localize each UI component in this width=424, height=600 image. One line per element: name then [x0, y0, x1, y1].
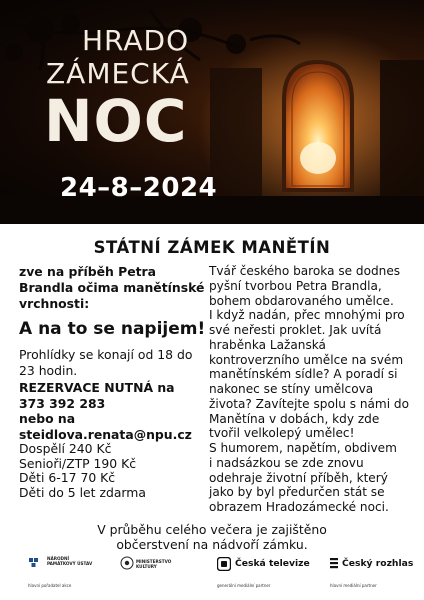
price-child: Děti 6-17 70 Kč [19, 470, 116, 485]
ministry-emblem-icon [120, 556, 134, 570]
event-date: 24–8–2024 [60, 173, 218, 203]
reservation-email[interactable]: steidlova.renata@npu.cz [19, 426, 192, 442]
hero-title-line-3: NOC [44, 87, 188, 155]
ct-name: Česká televize [235, 558, 310, 569]
ct-logo[interactable] [217, 553, 310, 593]
hero-banner [0, 0, 424, 224]
story-line: pyšní tvorbou Petra Brandla, [209, 278, 382, 293]
hero-title-line-1: HRADO [82, 24, 190, 57]
price-infant: Děti do 5 let zdarma [19, 484, 146, 500]
story-line: Manětína v dobách, kdy zde [209, 411, 380, 426]
partner-logos [0, 553, 424, 597]
tour-hours: Prohlídky se konají od 18 do 23 hodin. [19, 347, 193, 378]
cr-emblem-icon [330, 557, 338, 571]
story-line: manětínském sídle? A poradí si [209, 367, 398, 382]
reservation-phone[interactable]: 373 392 283 [19, 395, 106, 411]
story-line: I když nadán, přec mnohými pro [209, 308, 405, 323]
price-senior: Senioři/ZTP 190 Kč [19, 455, 137, 471]
ct-caption: generální mediální partner [217, 583, 271, 588]
npu-logo[interactable] [28, 553, 98, 593]
price-adult: Dospělí 240 Kč [19, 441, 112, 456]
story-line: i nadsázkou se zde znovu [209, 455, 364, 470]
cr-caption: hlavní mediální partner [330, 583, 377, 588]
cr-logo[interactable] [330, 553, 414, 593]
reservation-label: REZERVACE NUTNÁ na [19, 380, 175, 395]
story-line: Tvář českého baroka se dodnes [209, 264, 401, 278]
intro-text: zve na příběh Petra Brandla očima manětínské vrchnosti: [19, 264, 205, 311]
refreshments-line-1: V průběhu celého večera je zajištěno [97, 522, 327, 537]
story-line: kontroverzního umělce na svém [209, 352, 404, 367]
refreshments-line-2: občerstvení na nádvoří zámku. [116, 537, 308, 552]
npu-name: NÁRODNÍ PAMÁTKOVÝ ÚSTAV [47, 556, 93, 566]
ministry-name: MINISTERSTVO KULTURY [136, 559, 172, 569]
npu-caption: hlavní pořadatel akce [28, 583, 72, 588]
reservation-or: nebo na [19, 411, 76, 426]
refreshments-note [0, 522, 424, 552]
npu-emblem-icon [28, 555, 44, 571]
story-line: hraběnka Lažanská [209, 337, 326, 352]
ct-emblem-icon [217, 557, 231, 571]
story-line: tvořil velkolepý umělec! [209, 426, 355, 441]
story-line: obrazem Hradozámecké noci. [209, 500, 389, 514]
story-line: bohem obdarovaného umělce. [209, 293, 394, 308]
cr-name: Český rozhlas [342, 558, 414, 569]
info-column [19, 264, 209, 500]
story-line: nakonec se stíny umělcova [209, 382, 374, 396]
story-line: odehraje životní příběh, který [209, 470, 388, 485]
story-line: své neřesti proklet. Jak uvítá [209, 323, 382, 337]
venue-heading: STÁTNÍ ZÁMEK MANĚTÍN [93, 238, 331, 257]
hero-title-line-2: ZÁMECKÁ [46, 57, 190, 90]
story-line: S humorem, napětím, obdivem [209, 441, 397, 455]
event-tagline: A na to se napijem! [19, 319, 206, 339]
ministry-logo[interactable] [120, 553, 182, 593]
story-column [209, 264, 409, 515]
story-line: jako by byl předurčen stát se [209, 485, 385, 500]
story-line: života? Zavítejte spolu s námi do [209, 396, 409, 411]
